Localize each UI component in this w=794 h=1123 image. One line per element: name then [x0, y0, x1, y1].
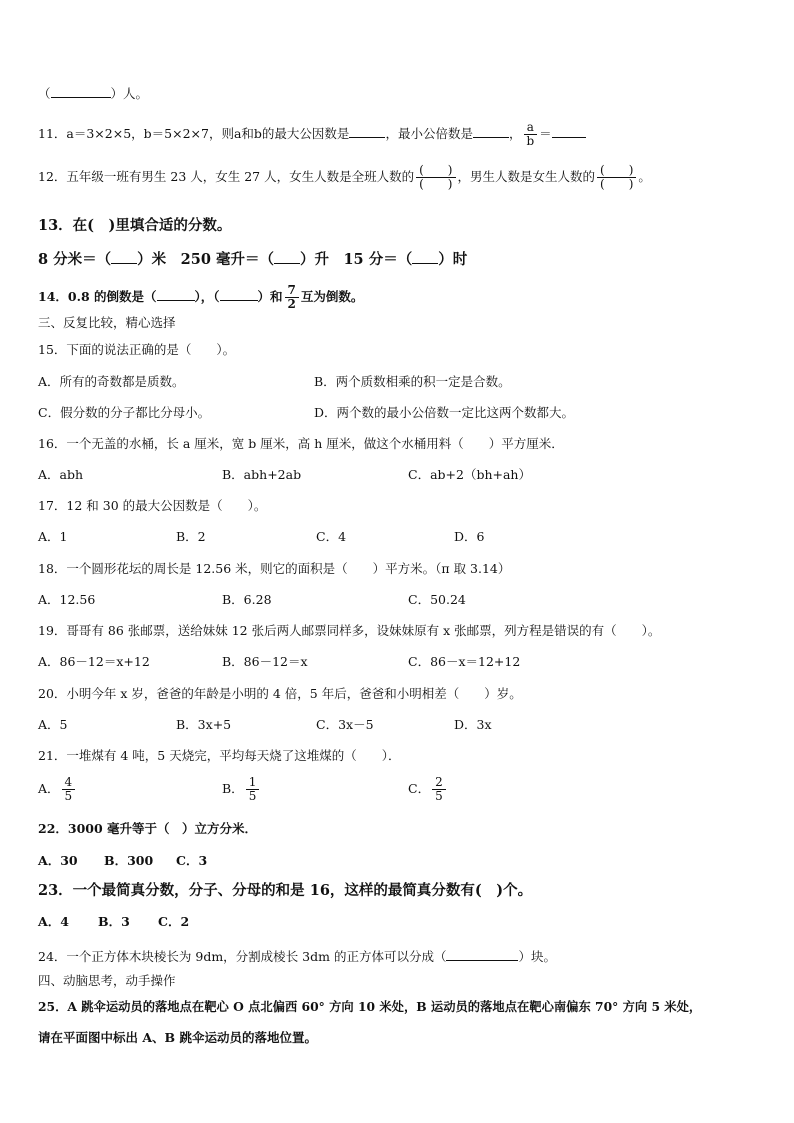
option-a[interactable]: A．86－12＝x+12 — [38, 654, 150, 669]
question-25-line-1: 25．A 跳伞运动员的落地点在靶心 O 点北偏西 60° 方向 10 米处，B 运动员的落地点在靶心南偏东 70° 方向 5 米处， — [38, 999, 702, 1014]
question-15: 15．下面的说法正确的是（ ）。 — [38, 342, 236, 357]
question-21: 21．一堆煤有 4 吨，5 天烧完，平均每天烧了这堆煤的（ ）． — [38, 748, 401, 763]
answer-blank[interactable] — [111, 251, 137, 264]
question-20: 20．小明今年 x 岁，爸爸的年龄是小明的 4 倍，5 年后，爸爸和小明相差（ ）岁。 — [38, 686, 522, 701]
question-13-line: 8 分米＝（ ）米 250 毫升＝（ ）升 15 分＝（ ）时 — [38, 251, 468, 268]
answer-blank[interactable] — [412, 251, 438, 264]
question-13-title: 13．在( )里填合适的分数。 — [38, 217, 232, 234]
option-b[interactable]: B． $\frac{1}{5}$ — [222, 776, 261, 803]
question-14: 14．0.8 的倒数是（ ），（ ）和 $\frac{7}{2}$ 互为倒数。 — [38, 283, 364, 312]
option-c[interactable]: C．3x－5 — [316, 717, 374, 732]
option-b[interactable]: B．300 — [104, 853, 154, 868]
fraction-a-over-b: $\frac{a}{b}$ — [523, 121, 537, 148]
answer-blank[interactable] — [220, 288, 258, 301]
option-c[interactable]: C． $\frac{2}{5}$ — [408, 776, 448, 803]
answer-fraction[interactable]: $\frac{( )}{( )}$ — [597, 164, 636, 191]
question-24: 24．一个正方体木块棱长为 9dm，分割成棱长 3dm 的正方体可以分成（ ）块。 — [38, 949, 556, 964]
question-23: 23．一个最简真分数，分子、分母的和是 16，这样的最简真分数有( )个。 — [38, 882, 533, 899]
option-c[interactable]: C．3 — [176, 853, 208, 868]
option-b[interactable]: B．两个质数相乘的积一定是合数。 — [314, 374, 511, 389]
option-b[interactable]: B．3 — [98, 914, 130, 929]
option-b[interactable]: B．3x+5 — [176, 717, 232, 732]
question-18: 18．一个圆形花坛的周长是 12.56 米，则它的面积是（ ）平方米。（π 取 3.14） — [38, 561, 511, 576]
section-3-heading: 三、反复比较，精心选择 — [38, 315, 176, 330]
q10-tail: （ ）人。 — [38, 86, 149, 101]
answer-blank[interactable] — [473, 125, 509, 138]
answer-blank[interactable] — [157, 288, 195, 301]
option-a[interactable]: A． $\frac{4}{5}$ — [38, 776, 77, 803]
question-22: 22．3000 毫升等于（ ）立方分米． — [38, 821, 258, 836]
answer-fraction[interactable]: $\frac{( )}{( )}$ — [416, 164, 455, 191]
section-4-heading: 四、动脑思考，动手操作 — [38, 973, 176, 988]
option-b[interactable]: B．6.28 — [222, 592, 272, 607]
fraction: $\frac{1}{5}$ — [246, 776, 260, 803]
fraction: $\frac{2}{5}$ — [432, 776, 446, 803]
option-a[interactable]: A．5 — [38, 717, 68, 732]
answer-blank[interactable] — [349, 125, 385, 138]
option-a[interactable]: A．30 — [38, 853, 78, 868]
answer-blank[interactable] — [446, 948, 518, 961]
option-c[interactable]: C．4 — [316, 529, 347, 544]
fraction: $\frac{4}{5}$ — [62, 776, 76, 803]
option-d[interactable]: D．两个数的最小公倍数一定比这两个数都大。 — [314, 405, 575, 420]
question-11: 11．a＝3×2×5，b＝5×2×7，则a和b的最大公因数是 ，最小公倍数是 ， $\frac{a}{b}$ ＝ — [38, 121, 586, 148]
option-d[interactable]: D．6 — [454, 529, 485, 544]
option-c[interactable]: C．ab+2（bh+ah） — [408, 467, 531, 482]
option-c[interactable]: C．50.24 — [408, 592, 466, 607]
option-a[interactable]: A．4 — [38, 914, 69, 929]
option-b[interactable]: B．2 — [176, 529, 206, 544]
answer-blank[interactable] — [51, 85, 111, 98]
question-12: 12．五年级一班有男生 23 人，女生 27 人，女生人数是全班人数的 $\frac{( )}{( )}$ ，男生人数是女生人数的 $\frac{( )}{( )}$ 。 — [38, 163, 651, 192]
option-c[interactable]: C．86－x＝12+12 — [408, 654, 521, 669]
question-19: 19．哥哥有 86 张邮票，送给妹妹 12 张后两人邮票同样多，设妹妹原有 x 张邮票，列方程是错误的有（ ）。 — [38, 623, 661, 638]
answer-blank[interactable] — [274, 251, 300, 264]
option-b[interactable]: B．abh+2ab — [222, 467, 302, 482]
fraction-7-over-2: $\frac{7}{2}$ — [285, 284, 299, 311]
question-16: 16．一个无盖的水桶，长 a 厘米，宽 b 厘米，高 h 厘米，做这个水桶用料（ ）平方厘米． — [38, 436, 564, 451]
option-c[interactable]: C．假分数的分子都比分母小。 — [38, 405, 211, 420]
answer-blank[interactable] — [552, 125, 586, 138]
question-25-line-2: 请在平面图中标出 A、B 跳伞运动员的落地位置。 — [38, 1030, 317, 1045]
option-a[interactable]: A．12.56 — [38, 592, 96, 607]
option-a[interactable]: A．abh — [38, 467, 84, 482]
option-a[interactable]: A．1 — [38, 529, 68, 544]
option-b[interactable]: B．86－12＝x — [222, 654, 308, 669]
option-d[interactable]: D．3x — [454, 717, 492, 732]
question-17: 17．12 和 30 的最大公因数是（ ）。 — [38, 498, 267, 513]
option-a[interactable]: A．所有的奇数都是质数。 — [38, 374, 185, 389]
option-c[interactable]: C．2 — [158, 914, 190, 929]
